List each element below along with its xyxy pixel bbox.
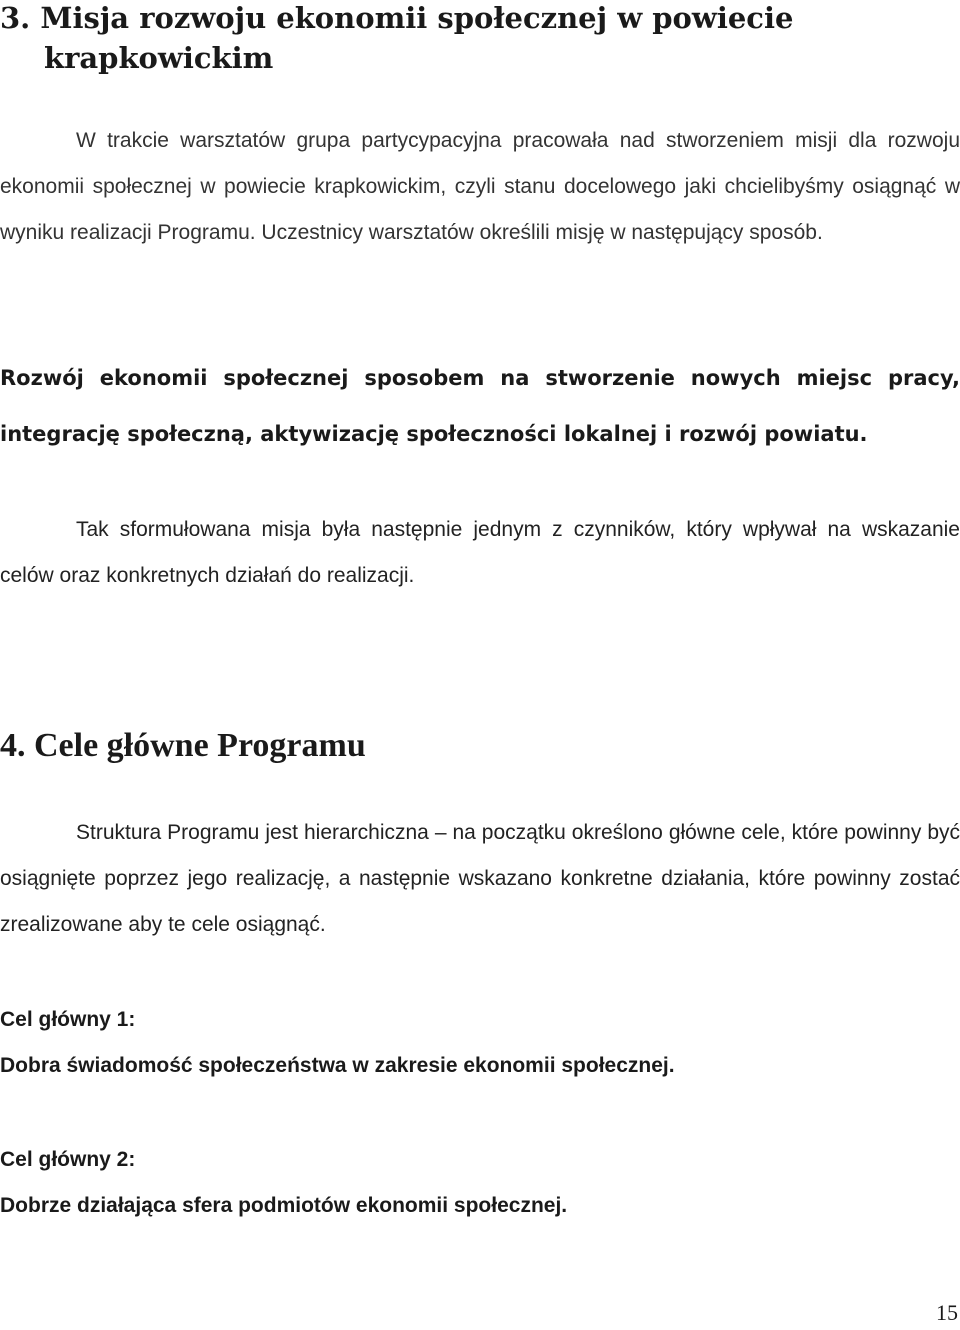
mission-statement: Rozwój ekonomii społecznej sposobem na stworzenie nowych miejsc pracy, integrację społeczną, aktywizację społeczności lokalnej i rozwój powiatu. <box>0 366 960 446</box>
goal-1-text: Dobra świadomość społeczeństwa w zakresie ekonomii społecznej. <box>0 1054 675 1077</box>
section3-heading <box>0 0 960 78</box>
section3-heading-line2: krapkowickim <box>44 41 274 75</box>
section3-intro-paragraph: W trakcie warsztatów grupa partycypacyjna pracowała nad stworzeniem misji dla rozwoju ekonomii społecznej w powiecie krapkowickim, czyli stanu docelowego jaki chcielibyśmy osiągnąć w wyniku realizacji Programu. Uczestnicy warsztatów określili misję w następujący sposób. <box>0 129 960 244</box>
section3-heading-line1: 3. Misja rozwoju ekonomii społecznej w powiecie <box>0 1 794 35</box>
section4-intro-paragraph: Struktura Programu jest hierarchiczna – na początku określono główne cele, które powinny być osiągnięte poprzez jego realizację, a następnie wskazano konkretne działania, które powinny zostać zrealizowane aby te cele osiągnąć. <box>0 821 960 936</box>
goal-1-label: Cel główny 1: <box>0 1008 136 1031</box>
goal-1 <box>0 1006 960 1080</box>
goal-2-text: Dobrze działająca sfera podmiotów ekonomii społecznej. <box>0 1194 568 1217</box>
page-number: 15 <box>936 1300 958 1325</box>
section3-followup-paragraph: Tak sformułowana misja była następnie jednym z czynników, który wpływał na wskazanie celów oraz konkretnych działań do realizacji. <box>0 518 960 587</box>
goal-2 <box>0 1146 960 1220</box>
goal-2-label: Cel główny 2: <box>0 1148 136 1171</box>
section4-heading: 4. Cele główne Programu <box>0 727 366 764</box>
